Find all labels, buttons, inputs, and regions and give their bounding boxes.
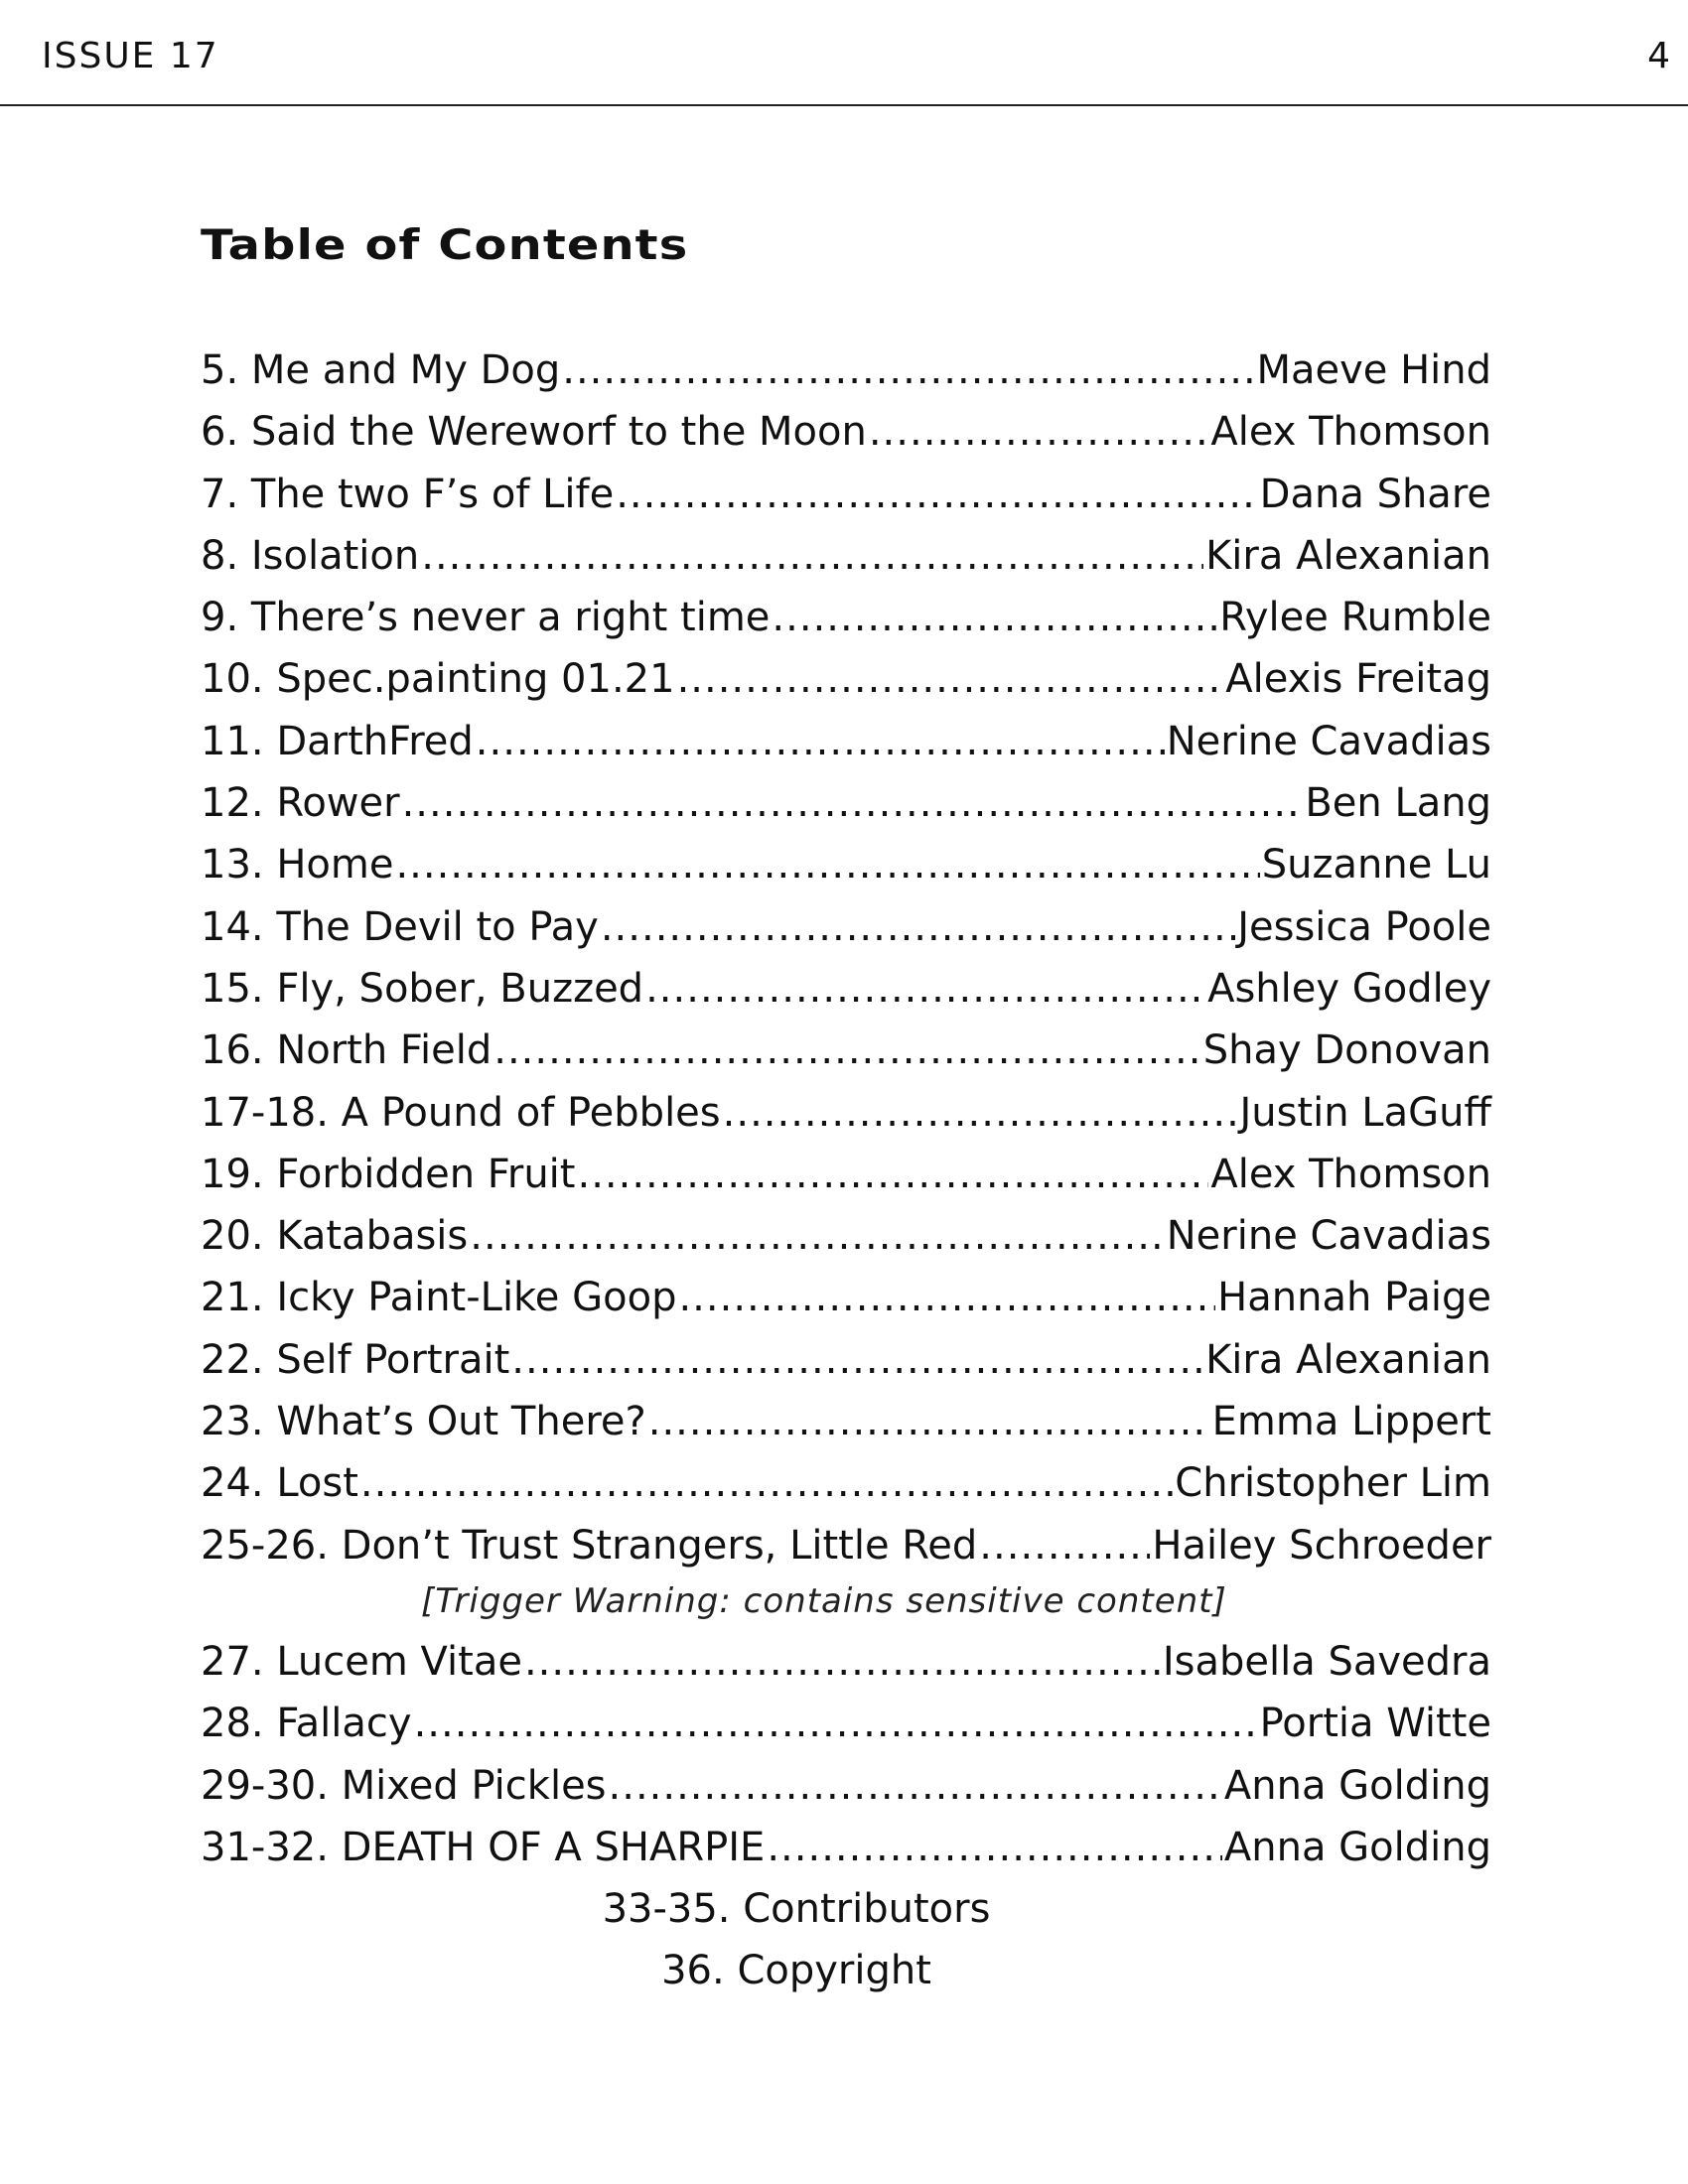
toc-title: Table of Contents bbox=[201, 220, 689, 269]
toc-entry bbox=[201, 711, 1491, 772]
toc-entry bbox=[201, 1329, 1491, 1391]
entry-author: Alex Thomson bbox=[1210, 1151, 1491, 1197]
entry-author: Maeve Hind bbox=[1256, 347, 1491, 393]
dot-leader bbox=[577, 1144, 1208, 1205]
dot-leader bbox=[493, 1020, 1200, 1081]
dot-leader bbox=[677, 648, 1224, 710]
entry-title: 31-32. DEATH OF A SHARPIE bbox=[201, 1824, 766, 1870]
entry-author: Isabella Savedra bbox=[1162, 1638, 1491, 1685]
entry-author: Dana Share bbox=[1259, 471, 1491, 517]
entry-title: 6. Said the Wereworf to the Moon bbox=[201, 409, 867, 456]
dot-leader bbox=[470, 1205, 1164, 1267]
toc-entry bbox=[201, 1267, 1491, 1328]
entry-title: 14. The Devil to Pay bbox=[201, 903, 599, 950]
entry-author: Anna Golding bbox=[1223, 1762, 1491, 1809]
dot-leader bbox=[678, 1267, 1215, 1328]
dot-leader bbox=[562, 340, 1254, 401]
toc-entry bbox=[201, 464, 1491, 525]
toc-entry bbox=[201, 1693, 1491, 1754]
toc-entry bbox=[201, 1452, 1491, 1514]
entry-author: Anna Golding bbox=[1223, 1824, 1491, 1870]
dot-leader bbox=[869, 401, 1209, 463]
entry-author: Alexis Freitag bbox=[1225, 656, 1491, 703]
dot-leader bbox=[360, 1452, 1173, 1514]
toc-entry bbox=[201, 525, 1491, 587]
entry-author: Alex Thomson bbox=[1210, 409, 1491, 456]
entry-title: 19. Forbidden Fruit bbox=[201, 1151, 576, 1197]
toc-entry-contributors: 33-35. Contributors bbox=[602, 1886, 991, 1933]
entry-author: Rylee Rumble bbox=[1219, 595, 1491, 641]
toc-entry-copyright: 36. Copyright bbox=[661, 1948, 931, 1994]
page-number: 4 bbox=[1647, 36, 1670, 76]
toc-entry bbox=[201, 1144, 1491, 1205]
entry-title: 7. The two F’s of Life bbox=[201, 471, 615, 517]
toc-entries-group-b bbox=[201, 1631, 1491, 1878]
entry-title: 13. Home bbox=[201, 842, 394, 888]
toc-entry bbox=[201, 1817, 1491, 1878]
dot-leader bbox=[414, 1693, 1258, 1754]
toc-entry bbox=[201, 1515, 1491, 1576]
dot-leader bbox=[601, 896, 1235, 958]
entry-title: 15. Fly, Sober, Buzzed bbox=[201, 965, 644, 1012]
toc-entry bbox=[201, 1205, 1491, 1267]
entry-author: Nerine Cavadias bbox=[1166, 1213, 1491, 1260]
entry-author: Suzanne Lu bbox=[1261, 842, 1491, 888]
toc-entry bbox=[201, 834, 1491, 895]
entry-author: Hannah Paige bbox=[1217, 1275, 1491, 1321]
toc-entry bbox=[201, 587, 1491, 648]
dot-leader bbox=[645, 958, 1205, 1020]
toc-entries-group-a bbox=[201, 340, 1491, 1576]
dot-leader bbox=[648, 1391, 1210, 1452]
dot-leader bbox=[772, 587, 1217, 648]
entry-author: Jessica Poole bbox=[1237, 903, 1491, 950]
entry-title: 12. Rower bbox=[201, 780, 400, 827]
page-header bbox=[42, 30, 1670, 79]
entry-author: Christopher Lim bbox=[1175, 1460, 1491, 1507]
dot-leader bbox=[395, 834, 1259, 895]
dot-leader bbox=[609, 1755, 1222, 1817]
entry-author: Kira Alexanian bbox=[1205, 1336, 1491, 1383]
dot-leader bbox=[524, 1631, 1161, 1693]
entry-title: 28. Fallacy bbox=[201, 1701, 412, 1747]
entry-title: 10. Spec.painting 01.21 bbox=[201, 656, 675, 703]
dot-leader bbox=[723, 1082, 1238, 1144]
toc-entry bbox=[201, 1755, 1491, 1817]
header-divider bbox=[0, 104, 1688, 106]
entry-title: 22. Self Portrait bbox=[201, 1336, 510, 1383]
toc-entry bbox=[201, 896, 1491, 958]
toc-entry bbox=[201, 958, 1491, 1020]
toc-entry bbox=[201, 1631, 1491, 1693]
dot-leader bbox=[421, 525, 1203, 587]
toc-entry bbox=[201, 1082, 1491, 1144]
entry-author: Kira Alexanian bbox=[1205, 532, 1491, 579]
toc-entry bbox=[201, 648, 1491, 710]
entry-title: 8. Isolation bbox=[201, 532, 420, 579]
entry-title: 11. DarthFred bbox=[201, 718, 474, 764]
entry-title: 25-26. Don’t Trust Strangers, Little Red bbox=[201, 1522, 978, 1569]
entry-title: 29-30. Mixed Pickles bbox=[201, 1762, 607, 1809]
toc-entry bbox=[201, 772, 1491, 834]
entry-author: Justin LaGuff bbox=[1239, 1089, 1491, 1136]
entry-title: 24. Lost bbox=[201, 1460, 358, 1507]
toc-entry bbox=[201, 340, 1491, 401]
dot-leader bbox=[979, 1515, 1150, 1576]
entry-author: Hailey Schroeder bbox=[1152, 1522, 1491, 1569]
entry-author: Portia Witte bbox=[1259, 1701, 1491, 1747]
entry-author: Nerine Cavadias bbox=[1166, 718, 1491, 764]
entry-title: 23. What’s Out There? bbox=[201, 1399, 646, 1445]
table-of-contents bbox=[201, 340, 1491, 2002]
entry-title: 27. Lucem Vitae bbox=[201, 1638, 522, 1685]
entry-author: Emma Lippert bbox=[1211, 1399, 1491, 1445]
dot-leader bbox=[402, 772, 1304, 834]
trigger-warning: [Trigger Warning: contains sensitive content] bbox=[421, 1580, 1227, 1621]
entry-author: Shay Donovan bbox=[1202, 1027, 1491, 1074]
dot-leader bbox=[767, 1817, 1222, 1878]
entry-title: 20. Katabasis bbox=[201, 1213, 469, 1260]
entry-title: 17-18. A Pound of Pebbles bbox=[201, 1089, 721, 1136]
entry-author: Ashley Godley bbox=[1207, 965, 1491, 1012]
entry-title: 21. Icky Paint-Like Goop bbox=[201, 1275, 677, 1321]
issue-label: ISSUE 17 bbox=[42, 36, 219, 76]
dot-leader bbox=[476, 711, 1165, 772]
toc-entry bbox=[201, 401, 1491, 463]
dot-leader bbox=[511, 1329, 1203, 1391]
entry-title: 5. Me and My Dog bbox=[201, 347, 561, 393]
toc-entry bbox=[201, 1391, 1491, 1452]
entry-title: 16. North Field bbox=[201, 1027, 492, 1074]
toc-entry bbox=[201, 1020, 1491, 1081]
entry-author: Ben Lang bbox=[1305, 780, 1491, 827]
dot-leader bbox=[616, 464, 1257, 525]
entry-title: 9. There’s never a right time bbox=[201, 595, 771, 641]
